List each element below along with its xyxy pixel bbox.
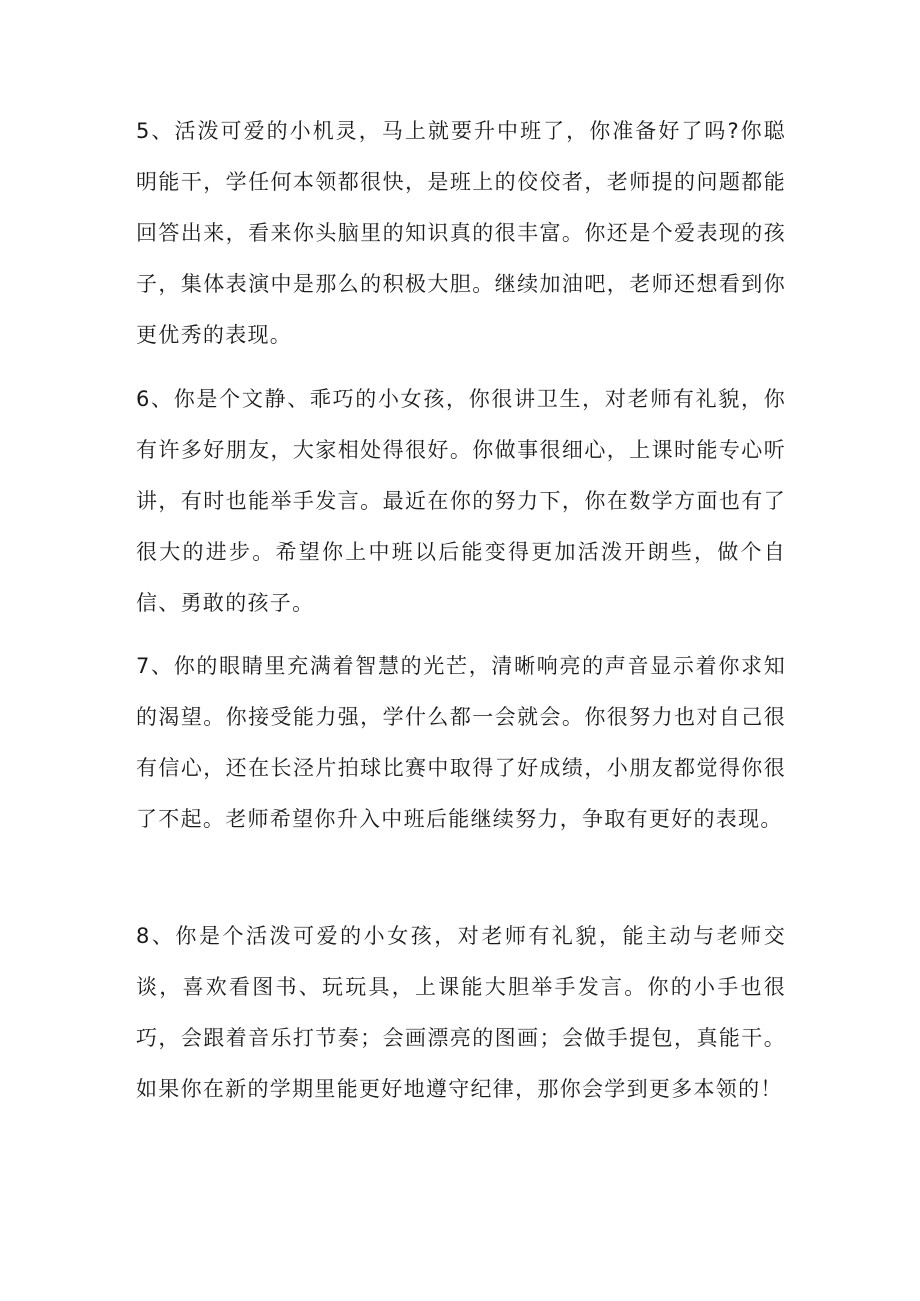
paragraph-8: 8、你是个活泼可爱的小女孩，对老师有礼貌，能主动与老师交谈，喜欢看图书、玩玩具，上课能大胆举手发言。你的小手也很巧，会跟着音乐打节奏；会画漂亮的图画；会做手提包，真能干。如果你在新的学期里能更好地遵守纪律，那你会学到更多本领的！	[136, 924, 786, 1101]
paragraph-5: 5、活泼可爱的小机灵，马上就要升中班了，你准备好了吗?你聪明能干，学任何本领都很快，是班上的佼佼者，老师提的问题都能回答出来，看来你头脑里的知识真的很丰富。你还是个爱表现的孩子，集体表演中是那么的积极大胆。继续加油吧，老师还想看到你更优秀的表现。	[136, 119, 786, 347]
paragraph-7: 7、你的眼睛里充满着智慧的光芒，清晰响亮的声音显示着你求知的渴望。你接受能力强，学什么都一会就会。你很努力也对自己很有信心，还在长泾片拍球比赛中取得了好成绩，小朋友都觉得你很了不起。老师希望你升入中班后能继续努力，争取有更好的表现。	[136, 654, 786, 831]
paragraph-6: 6、你是个文静、乖巧的小女孩，你很讲卫生，对老师有礼貌，你有许多好朋友，大家相处得很好。你做事很细心，上课时能专心听讲，有时也能举手发言。最近在你的努力下，你在数学方面也有了很大的进步。希望你上中班以后能变得更加活泼开朗些，做个自信、勇敢的孩子。	[136, 387, 786, 615]
